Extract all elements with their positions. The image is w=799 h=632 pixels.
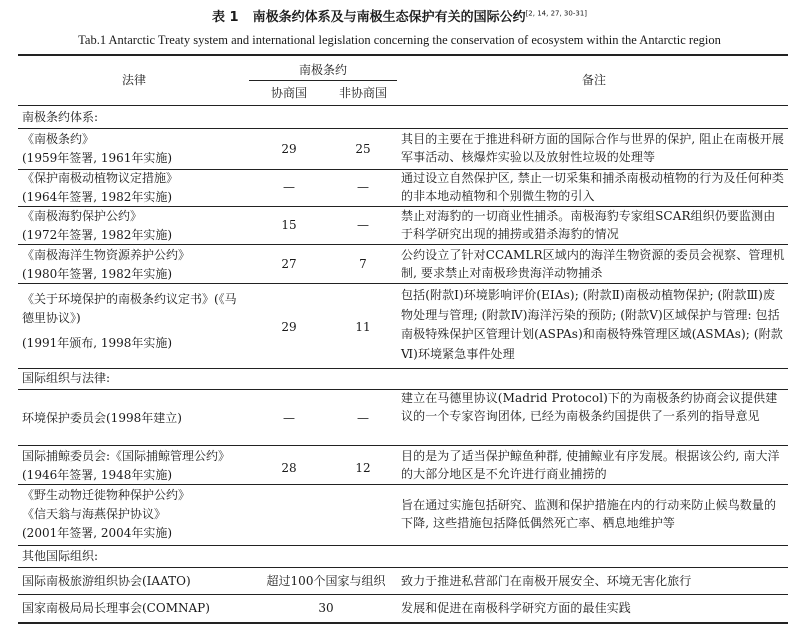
law-date: (1980年签署, 1982年实施) (22, 267, 173, 281)
header-treaty-group: 南极条约 (298, 63, 347, 77)
org-name: 国家南极局局长理事会(COMNAP) (22, 601, 210, 615)
law-name: 《保护南极动植物议定措施》 (22, 171, 179, 185)
row-divider (18, 545, 788, 546)
reference-citation: [2, 14, 27, 30-31] (525, 9, 587, 18)
law-date: (1946年签署, 1948年实施) (22, 468, 173, 482)
consultative-count: 15 (281, 218, 297, 232)
non-consultative-count: 25 (355, 142, 371, 156)
header-bottom-rule (18, 105, 788, 106)
header-notes: 备注 (581, 73, 606, 87)
law-name-2: 《信天翁与海燕保护协议》 (22, 507, 167, 521)
law-name: 《南极海豹保护公约》 (22, 209, 143, 223)
org-name: 国际南极旅游组织协会(IAATO) (22, 574, 191, 588)
treaty-header-rule (249, 80, 397, 81)
note-text: 目的是为了适当保护鲸鱼种群, 使捕鲸业有序发展。根据该公约, 南大洋的大部分地区是不允许进行商业捕捞的 (401, 449, 780, 481)
top-rule (18, 54, 788, 56)
consultative-count: 28 (281, 461, 297, 475)
row-divider (18, 283, 788, 284)
note-text: 包括(附款Ⅰ)环境影响评价(EIAs); (附款Ⅱ)南极动植物保护; (附款Ⅲ)废物处理与管理; (附款Ⅳ)海洋污染的预防; (附款Ⅴ)区域保护与管理: 包括南极特殊保护区管理计划(ASPAs)和南极特殊管理区域(ASMAs); (附款Ⅵ)环境紧急事件处理 (401, 288, 783, 361)
note-text: 发展和促进在南极科学研究方面的最佳实践 (401, 601, 631, 615)
consultative-count: 27 (281, 257, 297, 271)
header-consultative: 协商国 (270, 86, 307, 100)
law-name: 《南极海洋生物资源养护公约》 (22, 248, 191, 262)
header-law: 法律 (121, 73, 146, 87)
law-name: 国际捕鲸委员会:《国际捕鲸管理公约》 (22, 449, 231, 463)
section-heading: 南极条约体系: (22, 110, 99, 124)
table-title-cn: 南极条约体系及与南极生态保护有关的国际公约 (252, 10, 526, 25)
row-divider (18, 244, 788, 245)
law-name: 《关于环境保护的南极条约议定书》(《马 (22, 292, 237, 306)
member-count: 30 (318, 601, 334, 615)
section-heading: 国际组织与法律: (22, 371, 111, 385)
consultative-count: 29 (281, 142, 297, 156)
law-name: 《南极条约》 (22, 132, 95, 146)
table-title (0, 6, 799, 25)
non-consultative-count: — (357, 411, 369, 425)
law-date: (1972年签署, 1982年实施) (22, 228, 173, 242)
law-date: (1991年颁布, 1998年实施) (22, 336, 173, 350)
non-consultative-count: 7 (359, 257, 367, 271)
header-non-consultative: 非协商国 (338, 86, 387, 100)
law-date: (2001年签署, 2004年实施) (22, 526, 173, 540)
section-heading: 其他国际组织: (22, 549, 99, 563)
member-count: 超过100个国家与组织 (266, 574, 386, 588)
law-date: (1964年签署, 1982年实施) (22, 190, 173, 204)
org-name: 环境保护委员会(1998年建立) (22, 411, 182, 425)
non-consultative-count: — (357, 180, 369, 194)
row-divider (18, 368, 788, 369)
law-name-cont: 德里协议》) (22, 311, 81, 325)
row-divider (18, 128, 788, 129)
law-name: 《野生动物迁徙物种保护公约》 (22, 488, 191, 502)
note-text: 致力于推进私营部门在南极开展安全、环境无害化旅行 (401, 574, 692, 588)
bottom-rule (18, 622, 788, 624)
table-title-en: Tab.1 Antarctic Treaty system and international legislation concerning the conservation of ecosystem within the Antarctic region (78, 33, 721, 47)
row-divider (18, 484, 788, 485)
table-number: 表 1 (211, 10, 239, 25)
row-divider (18, 567, 788, 568)
law-date: (1959年签署, 1961年实施) (22, 151, 173, 165)
non-consultative-count: 11 (355, 320, 371, 334)
consultative-count: — (283, 180, 295, 194)
non-consultative-count: 12 (355, 461, 371, 475)
consultative-count: 29 (281, 320, 297, 334)
note-text: 禁止对海豹的一切商业性捕杀。南极海豹专家组SCAR组织仍要监测由于科学研究出现的捕捞或猎杀海豹的情况 (401, 209, 776, 241)
row-divider (18, 445, 788, 446)
note-text: 旨在通过实施包括研究、监测和保护措施在内的行动来防止候鸟数量的下降, 这些措施包括降低偶然死亡率、栖息地维护等 (401, 498, 777, 530)
non-consultative-count: — (357, 218, 369, 232)
row-divider (18, 594, 788, 595)
note-text: 建立在马德里协议(Madrid Protocol)下的为南极条约协商会议提供建议的一个专家咨询团体, 已经为南极条约国提供了一系列的指导意见 (401, 391, 778, 423)
note-text: 公约设立了针对CCAMLR区域内的海洋生物资源的委员会视察、管理机制, 要求禁止对南极珍贵海洋动物捕杀 (401, 248, 785, 280)
consultative-count: — (283, 411, 295, 425)
note-text: 通过设立自然保护区, 禁止一切采集和捕杀南极动植物的行为及任何种类的非本地动植物和个别微生物的引入 (401, 171, 784, 203)
note-text: 其目的主要在于推进科研方面的国际合作与世界的保护, 阻止在南极开展军事活动、核爆炸实验以及放射性垃圾的处理等 (401, 132, 784, 164)
